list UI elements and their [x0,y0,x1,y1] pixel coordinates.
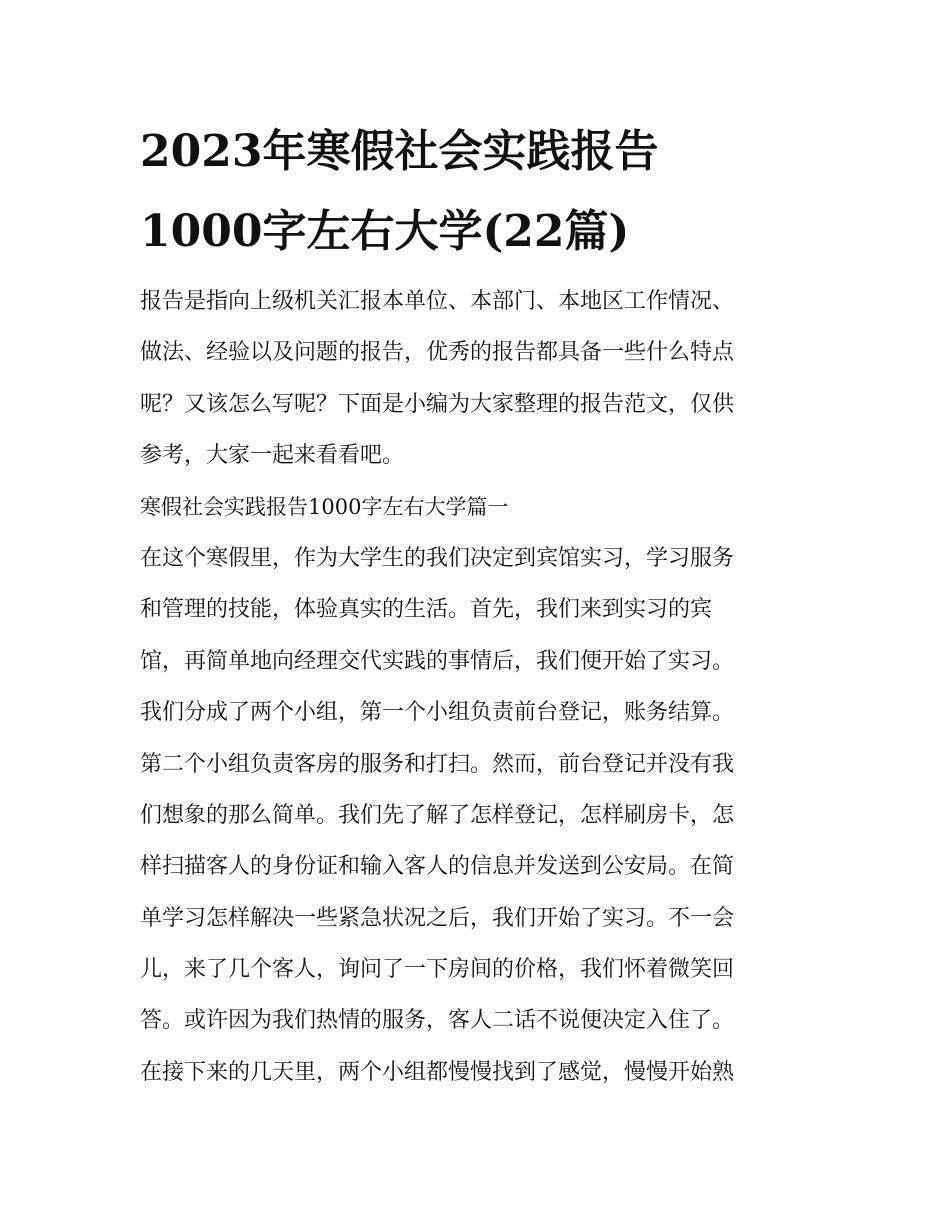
section-line: 在接下来的几天里，两个小组都慢慢找到了感觉，慢慢开始熟 [140,1059,735,1085]
intro-line: 参考，大家一起来看看吧。 [140,443,405,469]
section-line: 和管理的技能，体验真实的生活。首先，我们来到实习的宾 [140,597,713,623]
title-line-1: 2023年寒假社会实践报告 [140,126,659,177]
section-line: 样扫描客人的身份证和输入客人的信息并发送到公安局。在简 [140,854,735,880]
intro-line: 报告是指向上级机关汇报本单位、本部门、本地区工作情况、 [140,289,735,314]
intro-line: 呢？又该怎么写呢？下面是小编为大家整理的报告范文，仅供 [140,391,735,417]
section-line: 答。或许因为我们热情的服务，客人二话不说便决定入住了。 [140,1008,735,1034]
section-line: 第二个小组负责客房的服务和打扫。然而，前台登记并没有我 [140,751,735,777]
section-line: 馆，再简单地向经理交代实践的事情后，我们便开始了实习。 [140,648,735,674]
document-body [140,276,820,1098]
title-line-2: 1000字左右大学(22篇) [140,206,630,257]
section-line: 单学习怎样解决一些紧急状况之后，我们开始了实习。不一会 [140,905,735,931]
section-line: 儿，来了几个客人，询问了一下房间的价格，我们怀着微笑回 [140,957,735,983]
section-line: 们想象的那么简单。我们先了解了怎样登记，怎样刷房卡，怎 [140,802,735,828]
intro-line: 做法、经验以及问题的报告，优秀的报告都具备一些什么特点 [140,340,735,366]
section-line: 在这个寒假里，作为大学生的我们决定到宾馆实习，学习服务 [140,545,735,571]
document-title [140,112,820,272]
section-line: 我们分成了两个小组，第一个小组负责前台登记，账务结算。 [140,700,735,726]
section-heading: 寒假社会实践报告1000字左右大学篇一 [140,494,509,519]
